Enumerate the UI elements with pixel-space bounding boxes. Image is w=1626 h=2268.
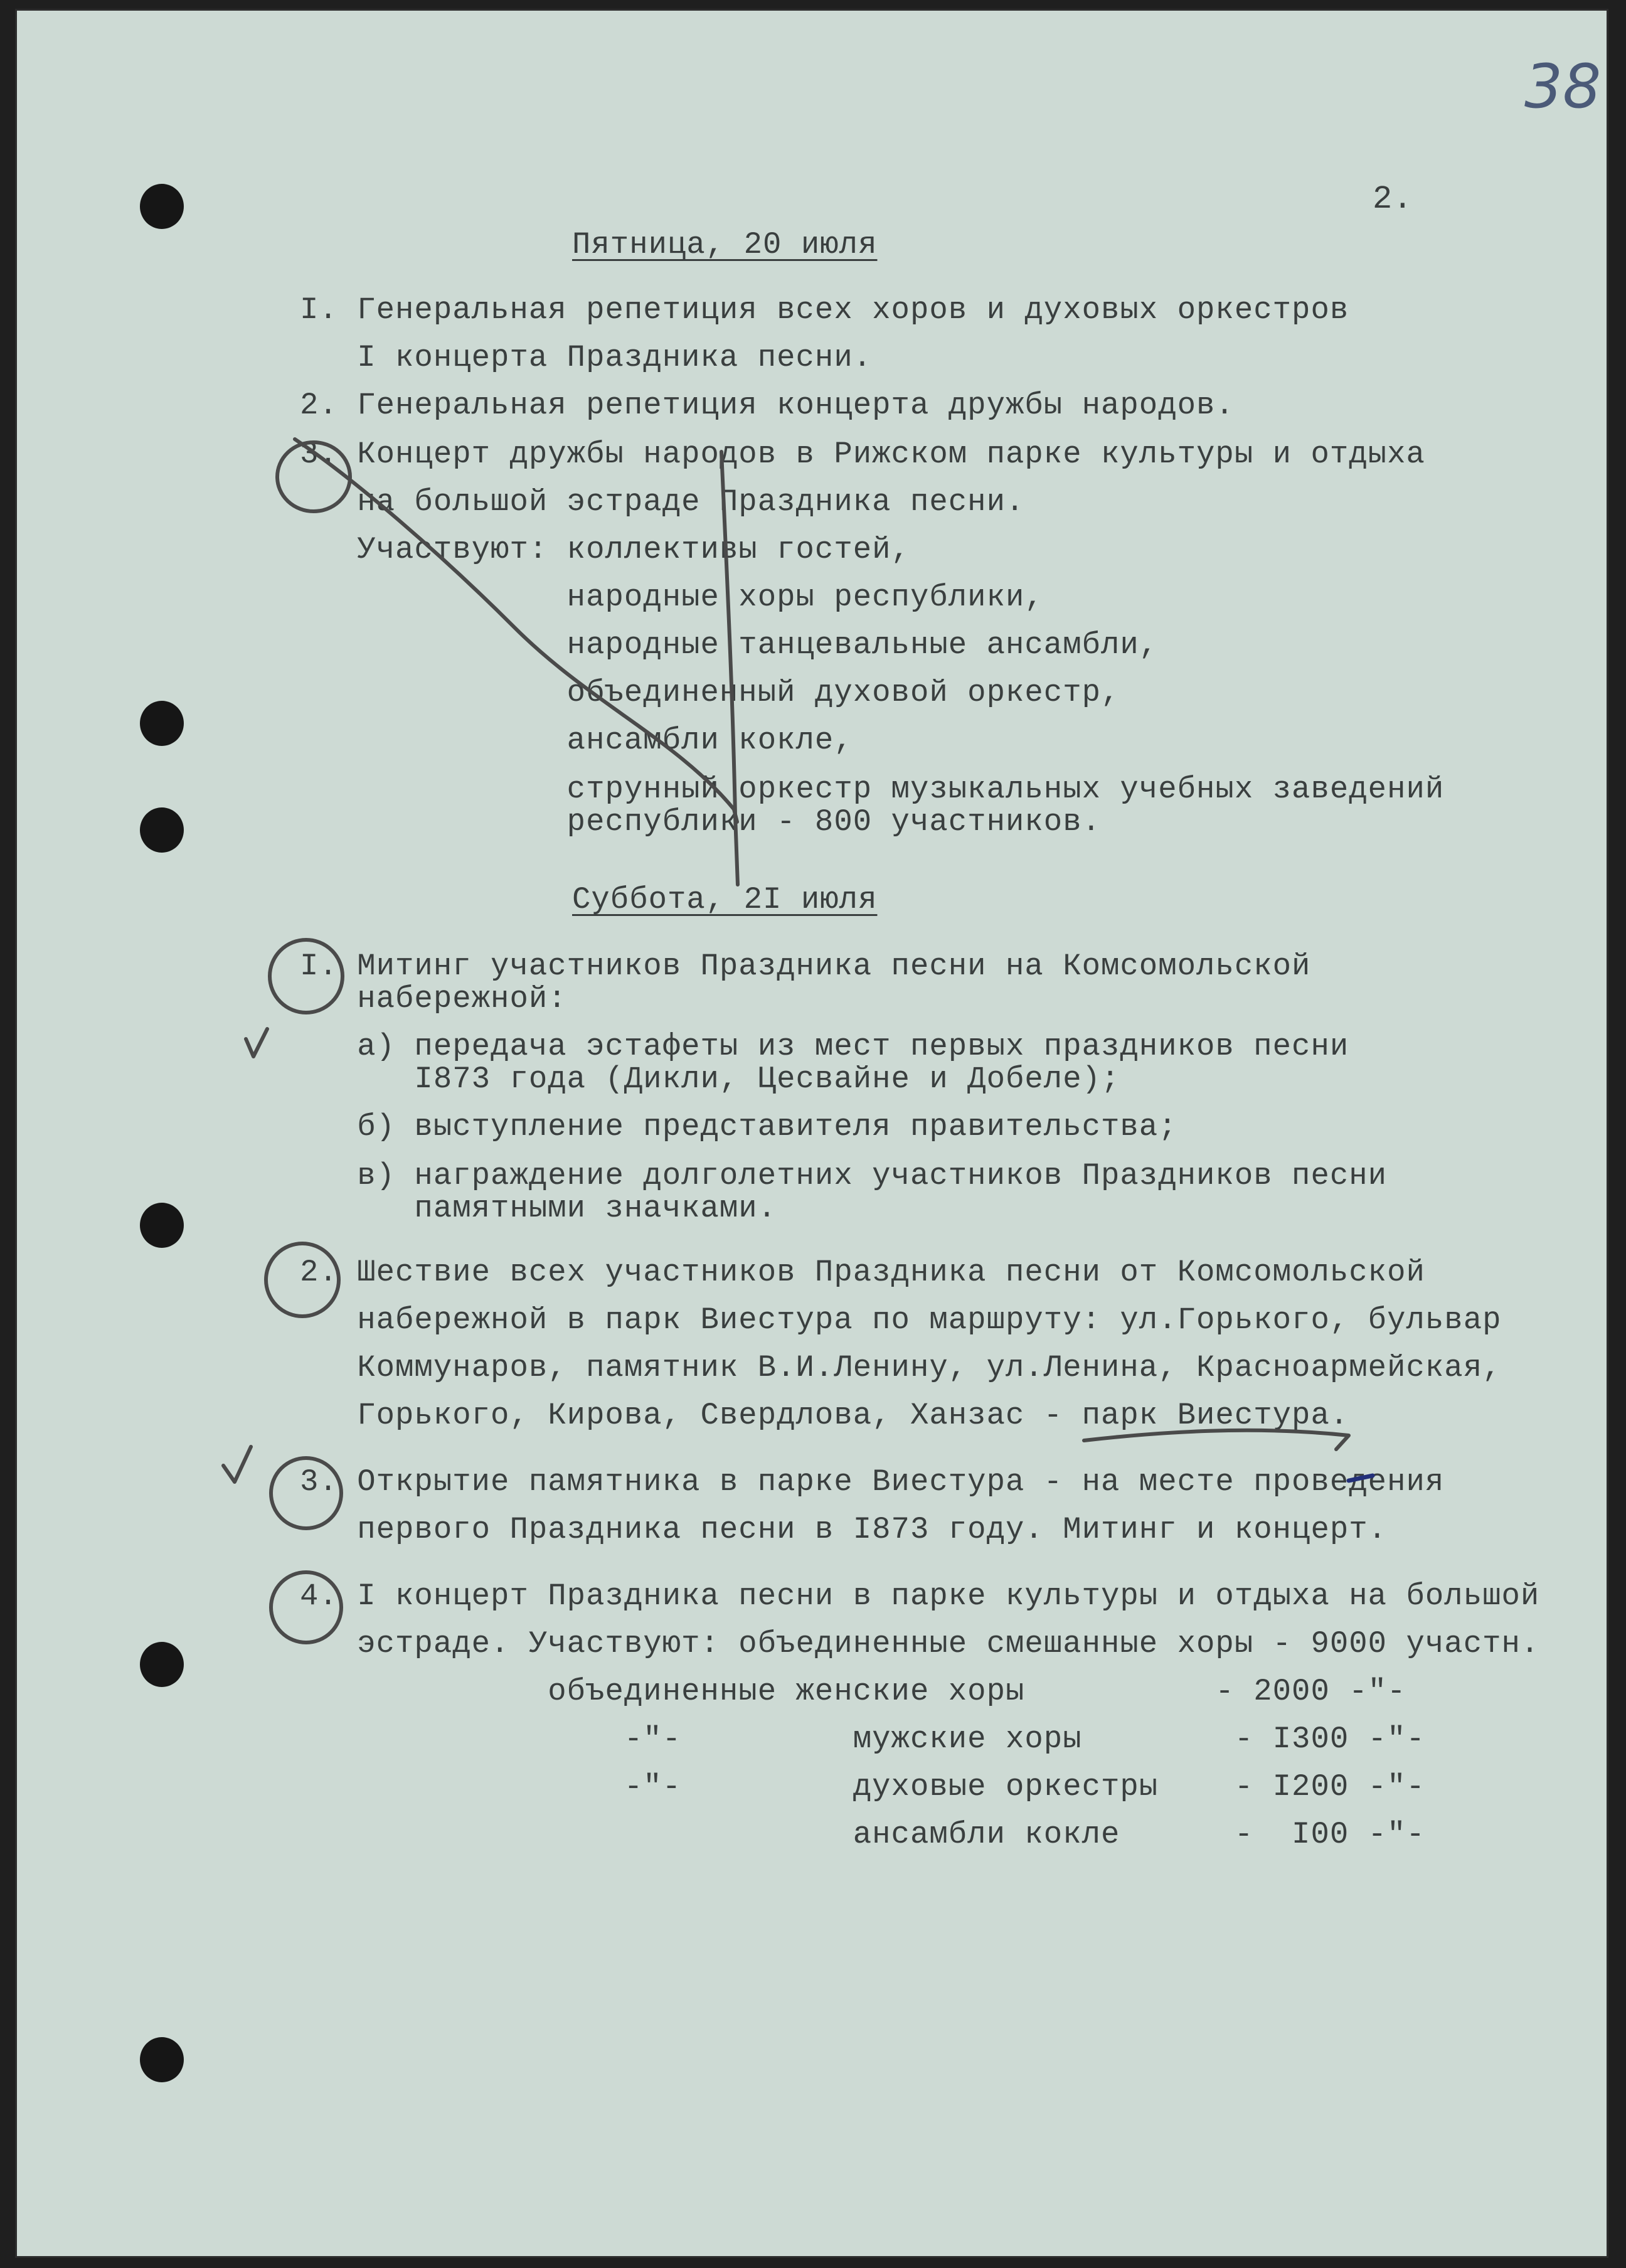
saturday-line: 4. I концерт Праздника песни в парке культуры и отдыха на большой	[300, 1579, 1540, 1614]
saturday-line: 3. Открытие памятника в парке Виестура - на месте проведения	[300, 1464, 1445, 1499]
saturday-line: набережной:	[300, 981, 567, 1016]
punch-hole	[140, 2037, 184, 2082]
archive-folio-number: 38	[1524, 51, 1602, 122]
punch-hole	[140, 701, 184, 746]
friday-line: народные танцевальные ансамбли,	[300, 627, 1159, 663]
saturday-line: б) выступление представителя правительства;	[300, 1109, 1177, 1144]
friday-line: I концерта Праздника песни.	[300, 340, 873, 375]
punch-hole	[140, 1203, 184, 1248]
punch-hole	[140, 1642, 184, 1687]
friday-heading: Пятница, 20 июля	[572, 227, 878, 262]
punch-hole	[140, 807, 184, 853]
saturday-line: 2. Шествие всех участников Праздника песни от Комсомольской	[300, 1255, 1425, 1290]
saturday-line: I. Митинг участников Праздника песни на Комсомольской	[300, 949, 1311, 984]
saturday-line: -"- мужские хоры - I300 -"-	[300, 1722, 1425, 1757]
saturday-line: ансамбли кокле - I00 -"-	[300, 1817, 1425, 1852]
friday-line: струнный оркестр музыкальных учебных заведений	[300, 772, 1445, 807]
friday-line: народные хоры республики,	[300, 580, 1044, 615]
saturday-line: I873 года (Дикли, Цесвайне и Добеле);	[300, 1062, 1120, 1097]
saturday-line: -"- духовые оркестры - I200 -"-	[300, 1769, 1425, 1804]
friday-line: республики - 800 участников.	[300, 804, 1102, 839]
saturday-line: набережной в парк Виестура по маршруту: ул.Горького, бульвар	[300, 1302, 1502, 1338]
saturday-line: первого Праздника песни в I873 году. Митинг и концерт.	[300, 1512, 1388, 1547]
saturday-line: а) передача эстафеты из мест первых праздников песни	[300, 1029, 1349, 1064]
saturday-heading: Суббота, 2I июля	[572, 882, 878, 917]
saturday-line: эстраде. Участвуют: объединенные смешанные хоры - 9000 участн.	[300, 1626, 1540, 1661]
saturday-line: памятными значками.	[300, 1191, 777, 1226]
friday-line: 2. Генеральная репетиция концерта дружбы народов.	[300, 388, 1235, 423]
friday-line: Участвуют: коллективы гостей,	[300, 532, 910, 567]
friday-line: объединенный духовой оркестр,	[300, 675, 1120, 710]
saturday-line: Коммунаров, памятник В.И.Ленину, ул.Ленина, Красноармейская,	[300, 1350, 1502, 1385]
page-number: 2.	[1373, 181, 1413, 218]
punch-hole	[140, 184, 184, 229]
saturday-line: в) награждение долголетних участников Праздников песни	[300, 1158, 1388, 1193]
friday-line: на большой эстраде Праздника песни.	[300, 484, 1025, 519]
friday-line: I. Генеральная репетиция всех хоров и духовых оркестров	[300, 292, 1349, 327]
friday-line: ансамбли кокле,	[300, 723, 853, 758]
saturday-line: объединенные женские хоры - 2000 -"-	[300, 1674, 1406, 1709]
friday-line: 3. Концерт дружбы народов в Рижском парке культуры и отдыха	[300, 437, 1425, 472]
saturday-line: Горького, Кирова, Свердлова, Ханзас - парк Виестура.	[300, 1398, 1349, 1433]
